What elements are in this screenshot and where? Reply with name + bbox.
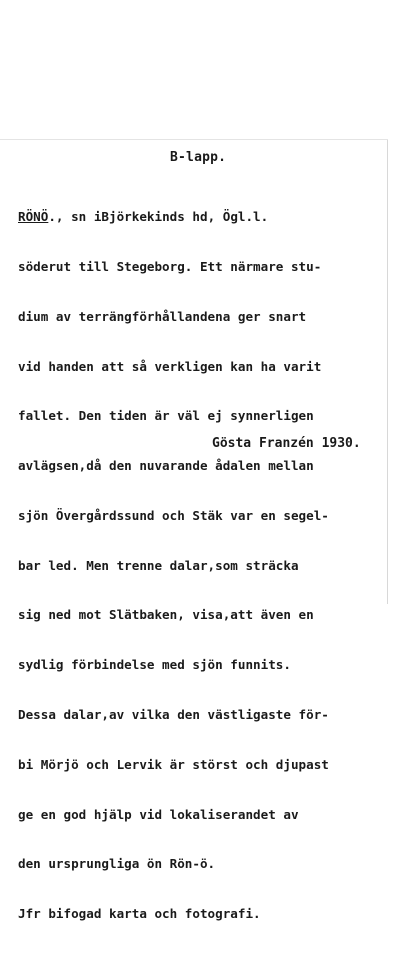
body-line-8: bar led. Men trenne dalar,som sträcka bbox=[18, 557, 299, 573]
body-line-6: avlägsen,då den nuvarande ådalen mellan bbox=[18, 458, 314, 474]
body-line-7: sjön Övergårdssund och Stäk var en segel- bbox=[18, 507, 329, 523]
card-body bbox=[18, 176, 396, 956]
body-line-2: söderut till Stegeborg. Ett närmare stu- bbox=[18, 258, 322, 274]
body-line-1-rest: ., sn iBjörkekinds hd, Ögl.l. bbox=[48, 209, 269, 225]
body-line-15: Jfr bifogad karta och fotografi. bbox=[18, 906, 261, 922]
body-line-14: den ursprungliga ön Rön-ö. bbox=[18, 856, 216, 872]
body-line-12: bi Mörjö och Lervik är störst och djupast bbox=[18, 756, 329, 772]
body-line-10: sydlig förbindelse med sjön funnits. bbox=[18, 657, 291, 673]
body-line-3: dium av terrängförhållandena ger snart bbox=[18, 308, 307, 324]
body-line-1 bbox=[18, 209, 396, 226]
body-line-5: fallet. Den tiden är väl ej synnerligen bbox=[18, 408, 314, 424]
body-line-4: vid handen att så verkligen kan ha varit bbox=[18, 358, 322, 374]
card-top-edge bbox=[0, 139, 388, 140]
card-heading: B-lapp. bbox=[170, 150, 227, 165]
body-line-9: sig ned mot Slätbaken, visa,att även en bbox=[18, 607, 314, 623]
place-name: RÖNÖ bbox=[18, 209, 49, 225]
signature: Gösta Franzén 1930. bbox=[212, 436, 361, 451]
body-line-11: Dessa dalar,av vilka den västligaste för- bbox=[18, 707, 329, 722]
body-line-13: ge en god hjälp vid lokaliserandet av bbox=[18, 806, 299, 822]
